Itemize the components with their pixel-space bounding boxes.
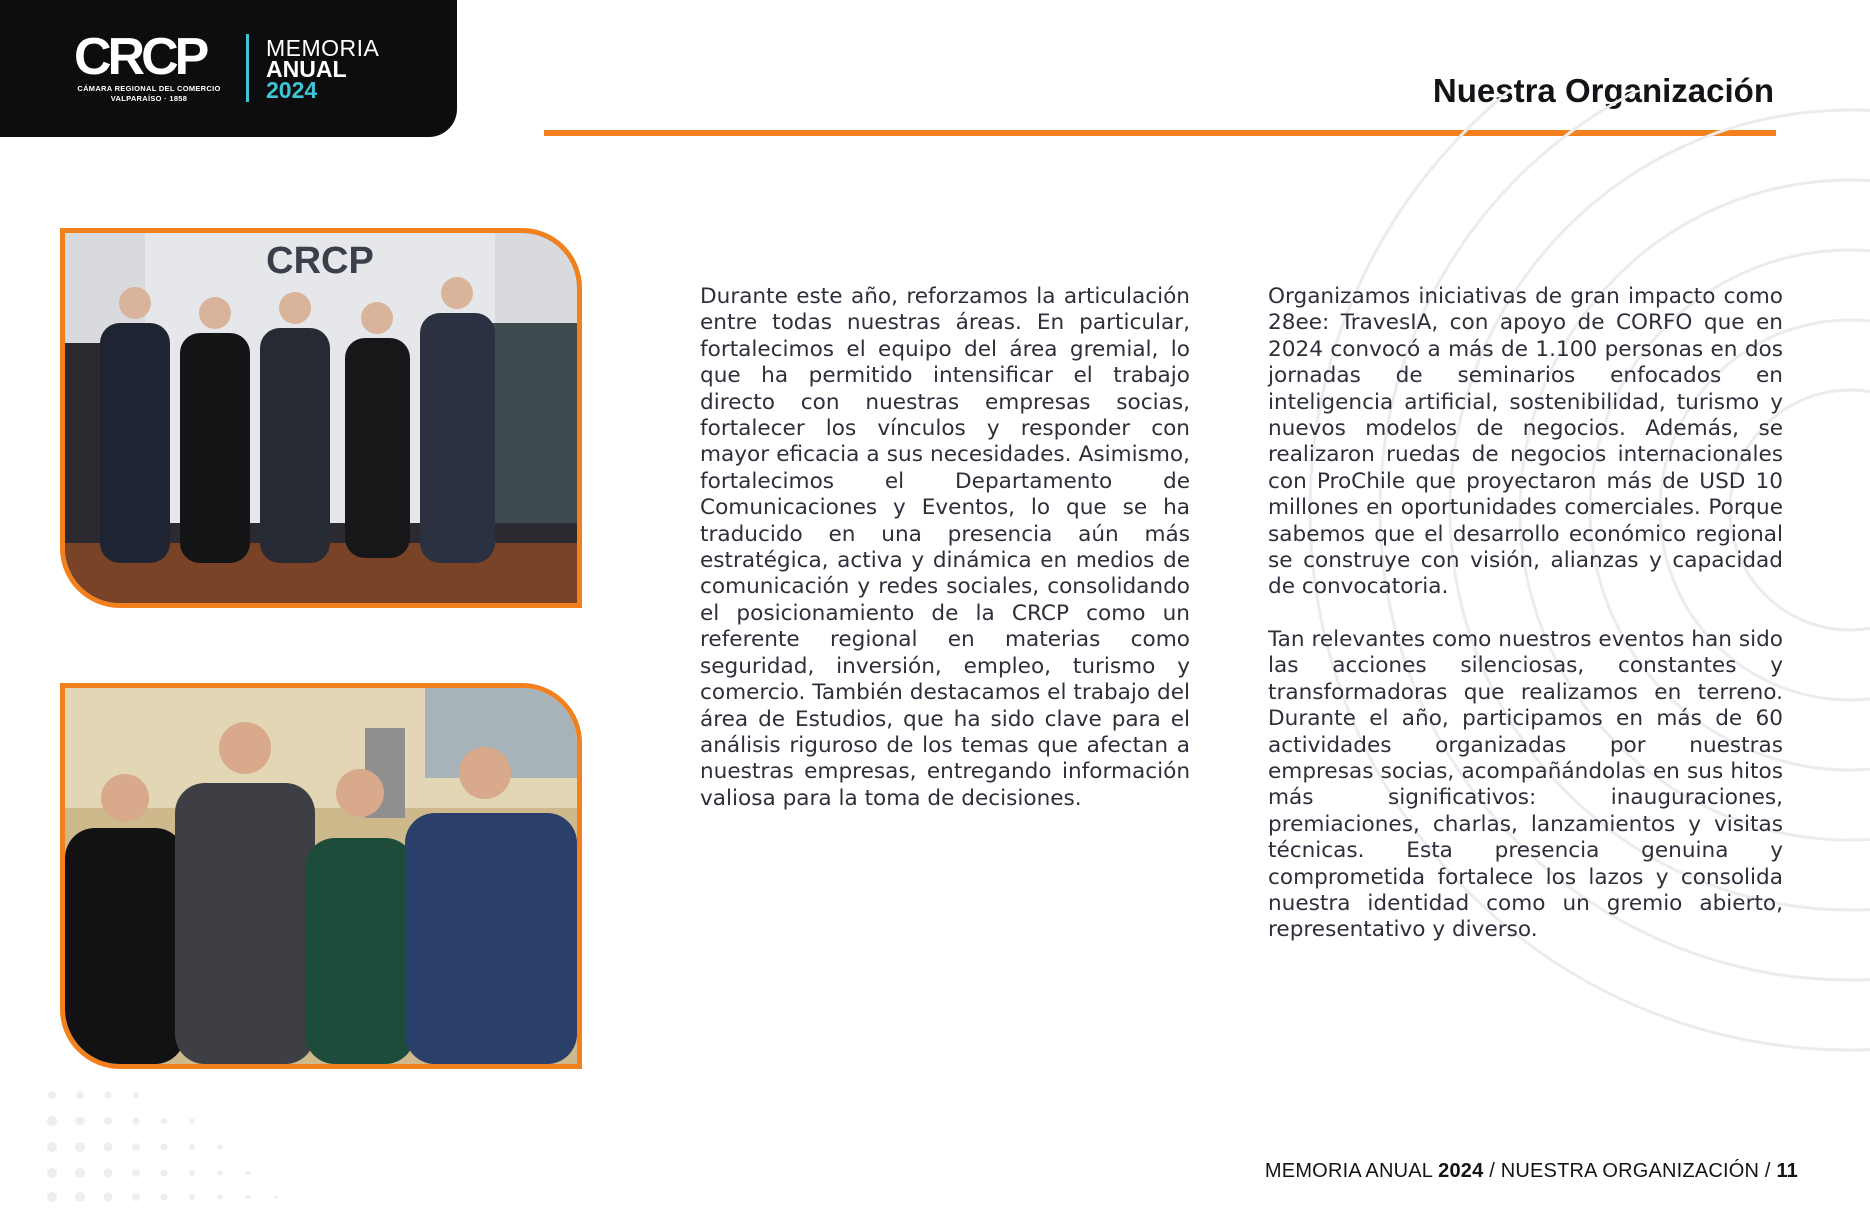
- logo-subtitle-line2: VALPARAÍSO · 1858: [110, 94, 188, 103]
- footer-year: 2024: [1438, 1160, 1484, 1182]
- decorative-dots: [40, 1085, 300, 1205]
- photo-hall-group: [60, 683, 582, 1069]
- footer-prefix: MEMORIA ANUAL: [1264, 1160, 1439, 1182]
- photo-event-group: [60, 228, 582, 608]
- page-footer: [1265, 1160, 1798, 1183]
- crcp-logo: [74, 30, 224, 82]
- memoria-year: 2024: [266, 77, 318, 103]
- paragraph-right-2: Tan relevantes como nuestros eventos han sido las acciones silenciosas, constantes y transformadoras que realizamos en terreno. Durante el año, participamos en más de 60 actividades organizadas por nuestras empresas socias, acompañándolas en sus hitos más significativos: inauguraciones, premiaciones, charlas, lanzamientos y visitas técnicas. Esta presencia genuina y comprometida fortalece los lazos y consolida nuestra identidad como un gremio abierto, representativo y diverso.: [1268, 626, 1783, 943]
- crcp-logo-text: CRCP: [74, 30, 206, 82]
- paragraph-right-1: Organizamos iniciativas de gran impacto como 28ee: TravesIA, con apoyo de CORFO que en 2024 convocó a más de 1.100 personas en dos jornadas de seminarios enfocados en inteligencia artificial, sostenibilidad, turismo y nuevos modelos de negocios. Además, se realizaron ruedas de negocios internacionales con ProChile que proyectaron más de USD 10 millones en oportunidades comerciales. Porque sabemos que el desarrollo económico regional se construye con visión, alianzas y capacidad de convocatoria.: [1268, 284, 1783, 600]
- memoria-line1: MEMORIA: [266, 35, 380, 61]
- logo-subtitle-line1: CÁMARA REGIONAL DEL COMERCIO: [77, 84, 221, 93]
- footer-page-number: 11: [1776, 1160, 1798, 1182]
- banner-logo-text: CRCP: [266, 240, 374, 282]
- header-block: [0, 0, 457, 137]
- memoria-line2: ANUAL: [266, 56, 347, 82]
- text-column-left: [700, 284, 1190, 812]
- page-title: Nuestra Organización: [1432, 72, 1774, 109]
- text-column-right: [1268, 284, 1783, 944]
- memoria-anual-title: [266, 35, 380, 103]
- footer-section: / NUESTRA ORGANIZACIÓN /: [1483, 1160, 1777, 1182]
- paragraph-left: Durante este año, reforzamos la articulación entre todas nuestras áreas. En particular, fortalecimos el equipo del área gremial, lo que ha permitido intensificar el trabajo directo con nuestras empresas socias, fortalecer los vínculos y responder con mayor eficacia a sus necesidades. Asimismo, fortalecimos el Departamento de Comunicaciones y Eventos, lo que se ha traducido en una presencia aún más estratégica, activa y dinámica en medios de comunicación y redes sociales, consolidando el posicionamiento de la CRCP como un referente regional en materias como seguridad, inversión, empleo, turismo y comercio. También destacamos el trabajo del área de Estudios, que ha sido clave para el análisis riguroso de los temas que afectan a nuestras empresas, entregando información valiosa para la toma de decisiones.: [700, 284, 1190, 811]
- logo-subtitle: [74, 84, 224, 104]
- header-divider: [246, 34, 249, 102]
